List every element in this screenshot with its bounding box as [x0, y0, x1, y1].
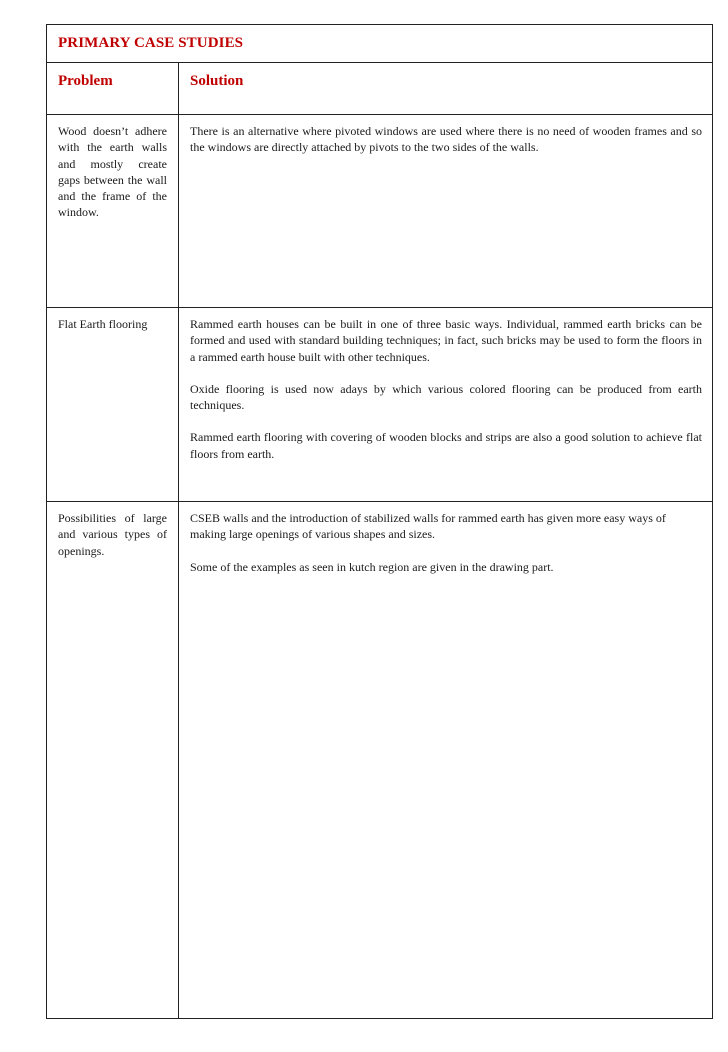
- solution-paragraph: There is an alternative where pivoted windows are used where there is no need of wooden frames and so the windows are directly attached by pivots to the two sides of the walls.: [190, 124, 702, 155]
- column-header-problem: Problem: [58, 73, 113, 89]
- header-row: [47, 63, 712, 115]
- table-title: PRIMARY CASE STUDIES: [58, 35, 244, 51]
- problem-cell: Flat Earth flooring: [58, 317, 148, 331]
- table-row: [47, 502, 712, 1018]
- problem-cell: Wood doesn’t adhere with the earth walls and mostly create gaps between the wall and the frame of the window.: [58, 124, 167, 220]
- solution-paragraph: Rammed earth houses can be built in one of three basic ways. Individual, rammed earth bricks can be formed and used with standard building techniques; in fact, such bricks may be used to form the floors in a rammed earth house built with other techniques.: [190, 317, 702, 364]
- column-header-solution: Solution: [190, 73, 244, 89]
- table-row: [47, 115, 712, 308]
- case-studies-table: [46, 24, 713, 1019]
- solution-cell: [190, 123, 702, 172]
- title-row: [47, 25, 712, 63]
- solution-paragraph: Some of the examples as seen in kutch region are given in the drawing part.: [190, 559, 554, 574]
- problem-cell: Possibilities of large and various types of openings.: [58, 511, 167, 558]
- solution-cell: [190, 316, 702, 478]
- solution-paragraph: CSEB walls and the introduction of stabilized walls for rammed earth has given more easy ways of making large openings of various shapes and sizes.: [190, 511, 666, 542]
- table-row: [47, 308, 712, 502]
- solution-paragraph: Rammed earth flooring with covering of wooden blocks and strips are also a good solution to achieve flat floors from earth.: [190, 430, 702, 461]
- solution-cell: [190, 510, 702, 591]
- solution-paragraph: Oxide flooring is used now adays by which various colored flooring can be produced from earth techniques.: [190, 381, 702, 413]
